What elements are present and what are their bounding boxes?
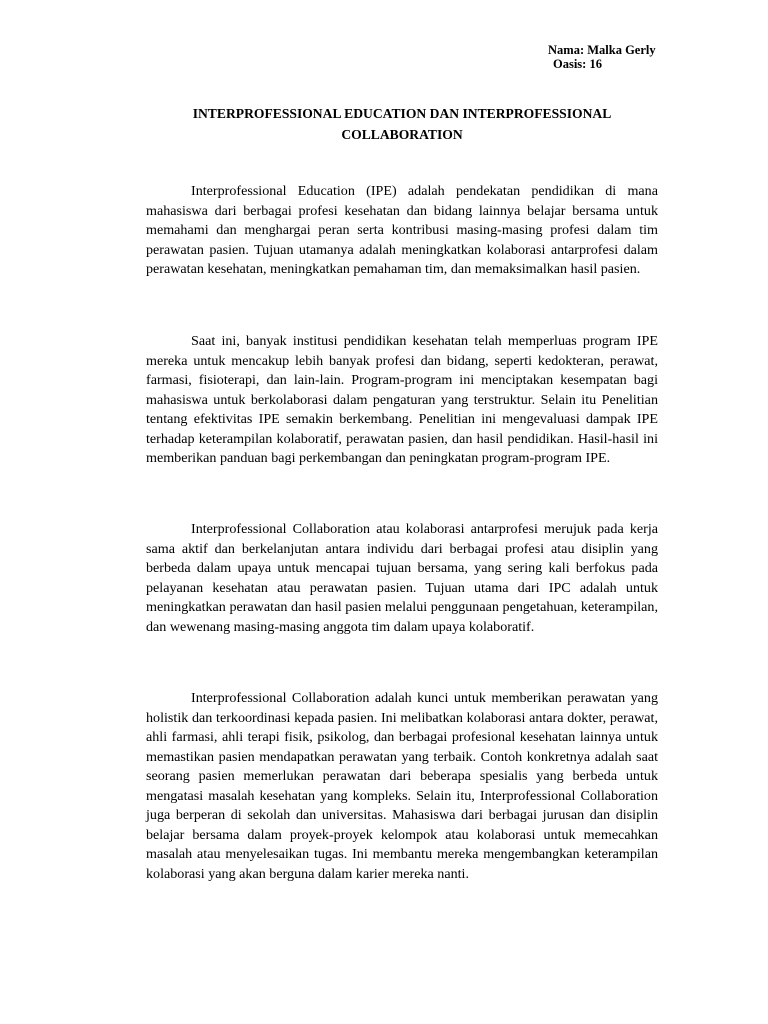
author-info xyxy=(548,43,656,71)
author-oasis: Oasis: 16 xyxy=(553,57,602,71)
paragraph-ipe-development: Saat ini, banyak institusi pendidikan kesehatan telah memperluas program IPE mereka untuk mencakup lebih banyak profesi dan bidang, seperti kedokteran, perawat, farmasi, fisioterapi, dan lain-lain. Program-program ini menciptakan kesempatan bagi mahasiswa untuk berkolaborasi dalam pengaturan yang terstruktur. Selain itu Penelitian tentang efektivitas IPE semakin berkembang. Penelitian ini mengevaluasi dampak IPE terhadap keterampilan kolaboratif, perawatan pasien, dan hasil pendidikan. Hasil-hasil ini memberikan panduan bagi perkembangan dan peningkatan program-program IPE. xyxy=(146,333,658,466)
paragraph-ipc-importance: Interprofessional Collaboration adalah kunci untuk memberikan perawatan yang holistik dan terkoordinasi kepada pasien. Ini melibatkan kolaborasi antara dokter, perawat, ahli farmasi, ahli terapi fisik, psikolog, dan berbagai profesional kesehatan lainnya untuk memastikan pasien mendapatkan perawatan yang terbaik. Contoh konkretnya adalah saat seorang pasien memerlukan perawatan dari beberapa spesialis yang berbeda untuk mengatasi masalah kesehatan yang kompleks. Selain itu, Interprofessional Collaboration juga berperan di sekolah dan universitas. Mahasiswa dari berbagai jurusan dan disiplin belajar bersama dalam proyek-proyek kelompok atau kolaborasi untuk memecahkan masalah atau menyelesaikan tugas. Ini membantu mereka mengembangkan keterampilan kolaborasi yang akan berguna dalam karier mereka nanti. xyxy=(146,690,658,882)
document-title-line-2: COLLABORATION xyxy=(341,127,463,142)
document-title xyxy=(140,103,664,145)
paragraph-ipc-definition: Interprofessional Collaboration atau kolaborasi antarprofesi merujuk pada kerja sama aktif dan berkelanjutan antara individu dari berbagai profesi atau disiplin yang berbeda dalam upaya untuk mencapai tujuan bersama, yang sering kali berfokus pada pelayanan kesehatan atau perawatan pasien. Tujuan utama dari IPC adalah untuk meningkatkan perawatan dan hasil pasien melalui penggunaan pengetahuan, keterampilan, dan wewenang masing-masing anggota tim dalam upaya kolaboratif. xyxy=(146,521,658,635)
author-name: Nama: Malka Gerly xyxy=(548,43,656,57)
paragraph-ipe-definition: Interprofessional Education (IPE) adalah pendekatan pendidikan di mana mahasiswa dari berbagai profesi kesehatan dan bidang lainnya belajar bersama untuk memahami dan menghargai peran serta kontribusi masing-masing profesi dalam tim perawatan pasien. Tujuan utamanya adalah meningkatkan kolaborasi antarprofesi dalam perawatan kesehatan, meningkatkan pemahaman tim, dan memaksimalkan hasil pasien. xyxy=(146,183,658,277)
document-title-line-1: INTERPROFESSIONAL EDUCATION DAN INTERPROFESSIONAL xyxy=(192,106,612,121)
